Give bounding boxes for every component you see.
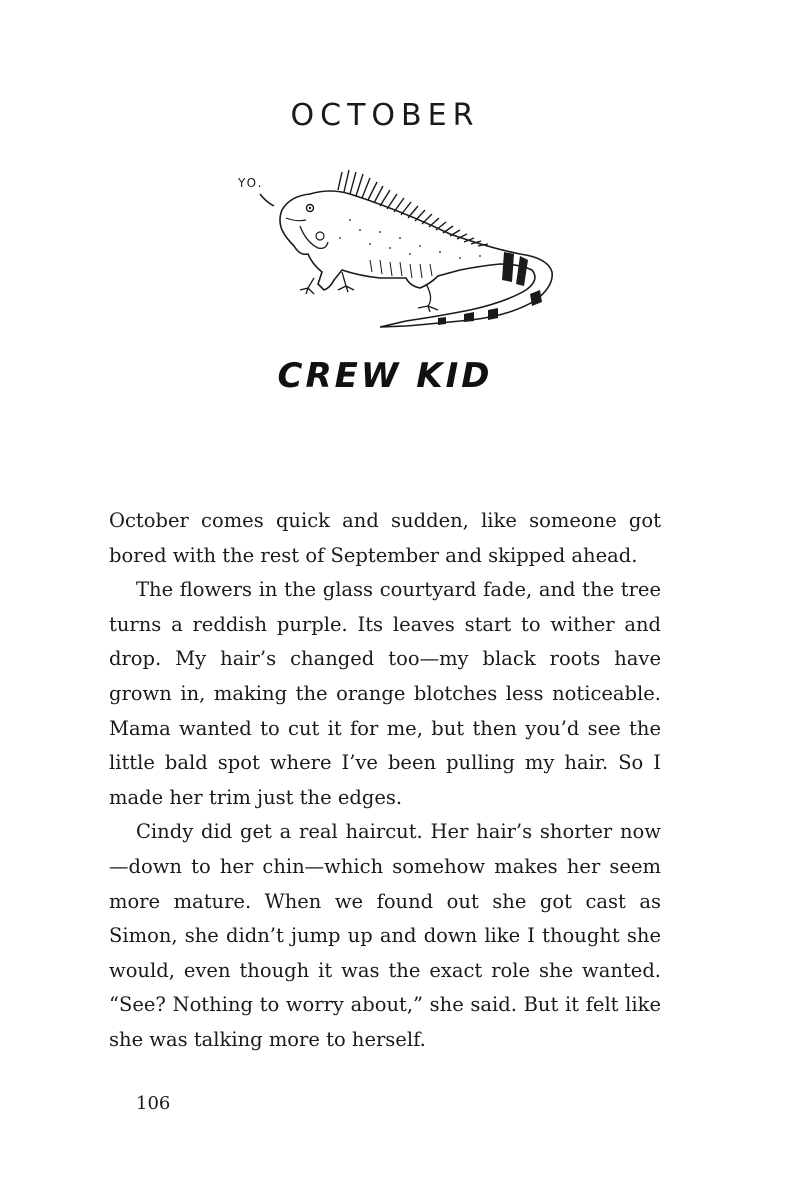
body-text — [109, 504, 661, 1058]
paragraph: The flowers in the glass courtyard fade, and the tree turns a reddish purple. Its leaves start to wither and drop. My hair’s changed too—my black roots have grown in, making the orange blotches less noticeable. Mama wanted to cut it for me, but then you’d see the little bald spot where I’ve been pulling my hair. So I made her trim just the edges. — [109, 578, 661, 809]
month-heading: OCTOBER — [290, 98, 480, 133]
page-number: 106 — [136, 1093, 171, 1114]
paragraph: Cindy did get a real haircut. Her hair’s shorter now—down to her chin—which somehow makes her seem more mature. When we found out she got cast as Simon, she didn’t jump up and down like I thought she would, even though it was the exact role she wanted. “See? Nothing to worry about,” she said. But it felt like she was talking more to herself. — [109, 820, 661, 1051]
speech-text: YO. — [238, 176, 264, 190]
iguana-icon — [230, 160, 570, 335]
chapter-title: CREW KID — [277, 356, 493, 396]
paragraph: October comes quick and sudden, like someone got bored with the rest of September and skipped ahead. — [109, 509, 661, 567]
